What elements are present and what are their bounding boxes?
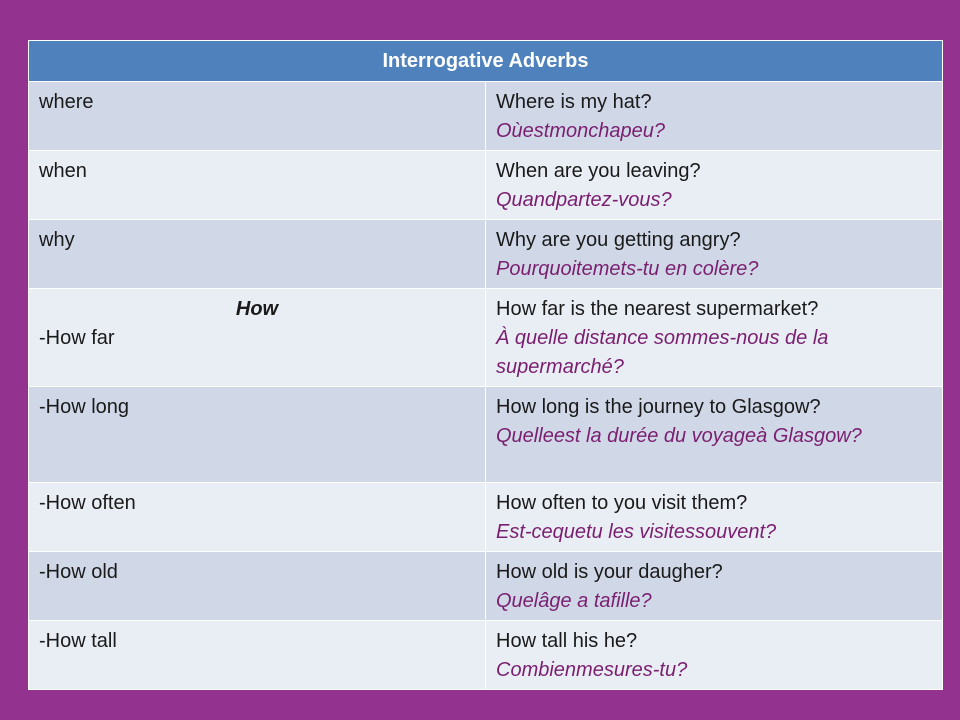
adverb-label: -How long bbox=[39, 396, 130, 418]
english-example: How old is your daugher? bbox=[496, 561, 723, 583]
example-cell bbox=[486, 387, 943, 483]
adverb-cell bbox=[29, 82, 486, 151]
example-cell bbox=[486, 289, 943, 387]
example-cell bbox=[486, 82, 943, 151]
adverb-cell bbox=[29, 289, 486, 387]
english-example: How long is the journey to Glasgow? bbox=[496, 396, 821, 418]
english-example: When are you leaving? bbox=[496, 160, 701, 182]
french-translation: Pourquoitemets-tu en colère? bbox=[496, 258, 759, 280]
french-translation: Quelâge a tafille? bbox=[496, 590, 652, 612]
adverb-cell bbox=[29, 552, 486, 621]
french-translation: Oùestmonchapeu? bbox=[496, 120, 666, 142]
example-cell bbox=[486, 552, 943, 621]
adverb-label: when bbox=[39, 160, 87, 182]
french-translation: Est-cequetu les visitessouvent? bbox=[496, 521, 777, 543]
table-row bbox=[29, 621, 943, 690]
table-title: Interrogative Adverbs bbox=[29, 41, 943, 82]
adverb-label: -How tall bbox=[39, 630, 117, 652]
adverb-label: -How old bbox=[39, 561, 118, 583]
adverb-label: -How often bbox=[39, 492, 136, 514]
french-translation: Combienmesures-tu? bbox=[496, 659, 688, 681]
table-row bbox=[29, 483, 943, 552]
example-cell bbox=[486, 151, 943, 220]
english-example: How tall his he? bbox=[496, 630, 638, 652]
table-row bbox=[29, 220, 943, 289]
table-row bbox=[29, 151, 943, 220]
adverb-label: where bbox=[39, 91, 94, 113]
how-subheading: How bbox=[235, 298, 279, 320]
adverbs-table bbox=[28, 40, 943, 690]
example-cell bbox=[486, 483, 943, 552]
adverb-label: -How far bbox=[39, 327, 115, 349]
table-row bbox=[29, 387, 943, 483]
french-translation: Quandpartez-vous? bbox=[496, 189, 672, 211]
table-row bbox=[29, 552, 943, 621]
adverb-cell bbox=[29, 151, 486, 220]
adverb-label: why bbox=[39, 229, 75, 251]
table-header-row bbox=[29, 41, 943, 82]
example-cell bbox=[486, 220, 943, 289]
english-example: Why are you getting angry? bbox=[496, 229, 741, 251]
french-translation: À quelle distance sommes-nous de la supermarché? bbox=[496, 327, 829, 378]
french-translation: Quelleest la durée du voyageà Glasgow? bbox=[496, 425, 862, 447]
table-row bbox=[29, 82, 943, 151]
english-example: How often to you visit them? bbox=[496, 492, 748, 514]
adverb-cell bbox=[29, 387, 486, 483]
adverbs-table-container bbox=[28, 40, 942, 690]
adverb-cell bbox=[29, 483, 486, 552]
adverb-cell bbox=[29, 220, 486, 289]
english-example: Where is my hat? bbox=[496, 91, 652, 113]
english-example: How far is the nearest supermarket? bbox=[496, 298, 819, 320]
table-row bbox=[29, 289, 943, 387]
adverb-cell bbox=[29, 621, 486, 690]
example-cell bbox=[486, 621, 943, 690]
